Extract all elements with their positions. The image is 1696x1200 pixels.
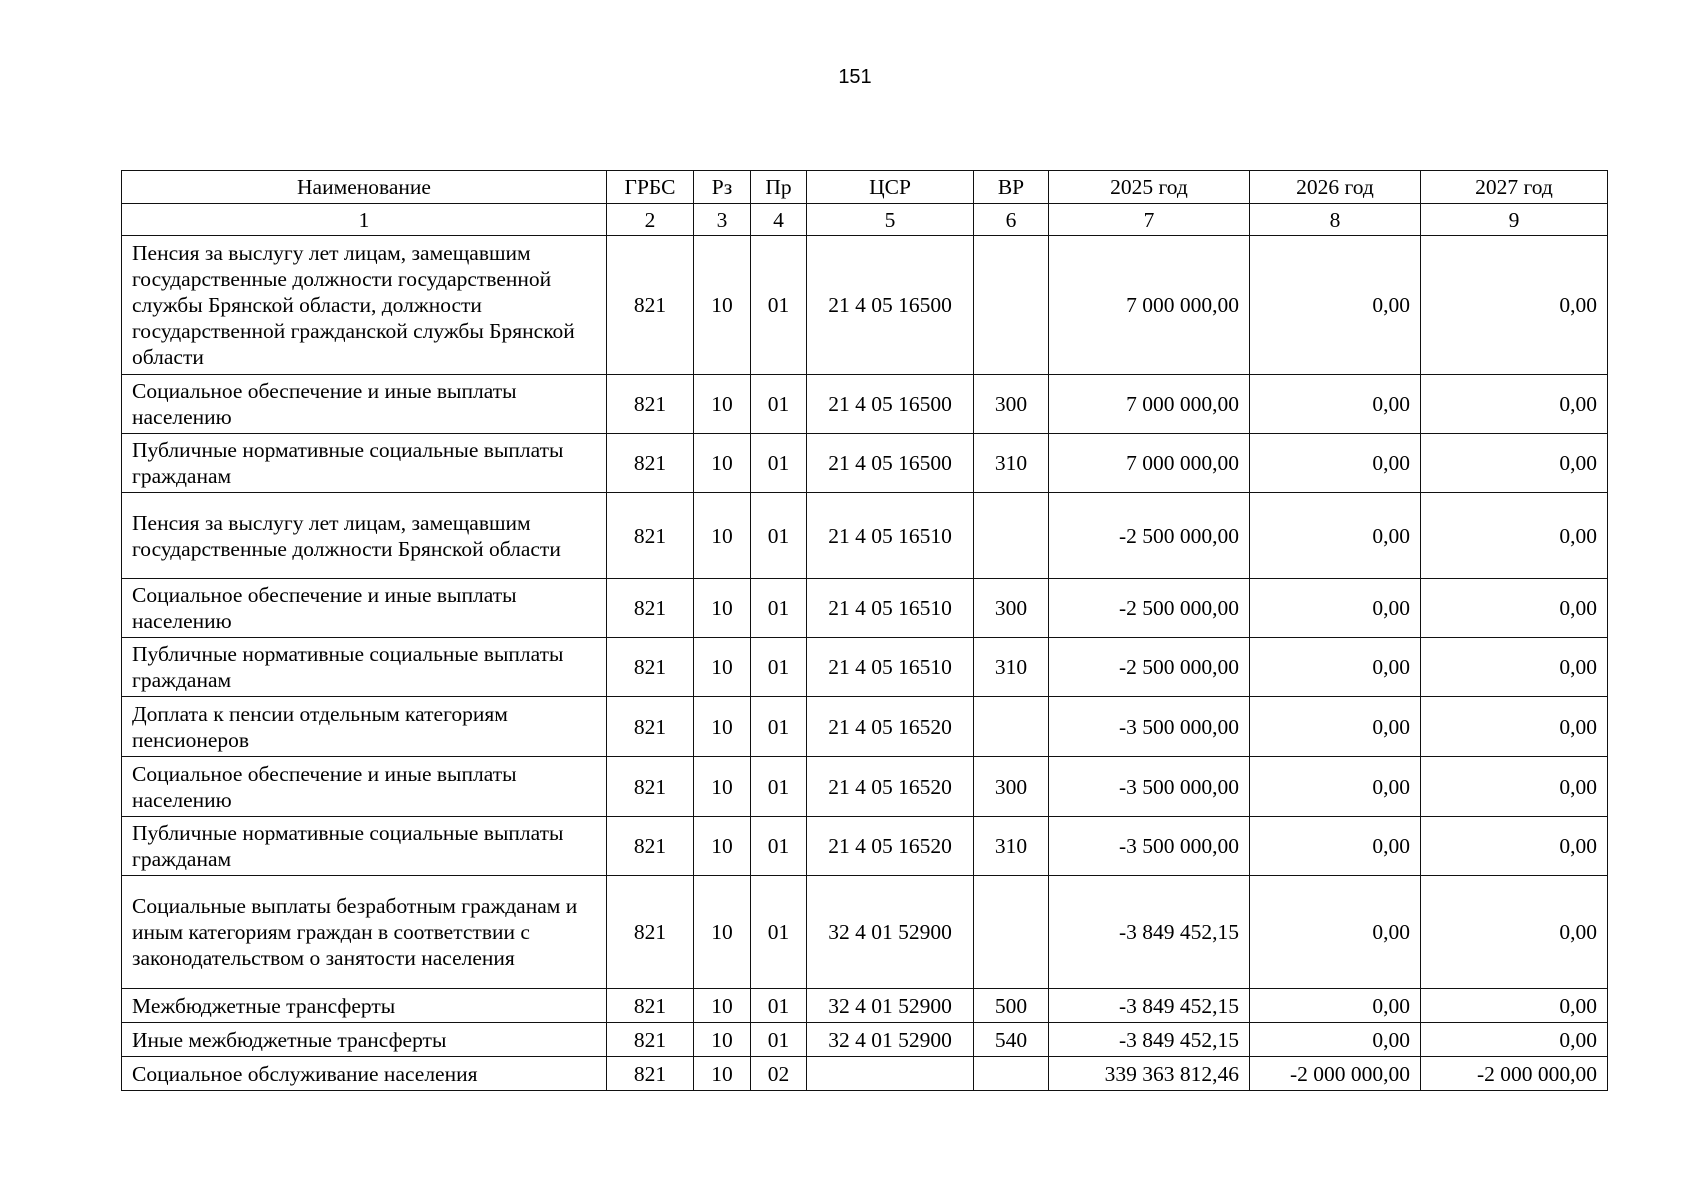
cell-grbs: 821 bbox=[607, 236, 694, 375]
cell-2027: 0,00 bbox=[1421, 697, 1608, 757]
cell-2026: 0,00 bbox=[1250, 434, 1421, 493]
cell-vr: 300 bbox=[974, 375, 1049, 434]
column-number: 6 bbox=[974, 204, 1049, 236]
column-number: 4 bbox=[751, 204, 807, 236]
cell-2025: -3 849 452,15 bbox=[1049, 1023, 1250, 1057]
cell-pr: 01 bbox=[751, 1023, 807, 1057]
cell-2026: 0,00 bbox=[1250, 493, 1421, 579]
cell-2025: 7 000 000,00 bbox=[1049, 434, 1250, 493]
table-row bbox=[122, 579, 1608, 638]
table-row bbox=[122, 434, 1608, 493]
cell-name: Социальное обеспечение и иные выплаты населению bbox=[122, 757, 607, 817]
column-number: 3 bbox=[694, 204, 751, 236]
budget-table bbox=[121, 170, 1608, 1091]
cell-name: Пенсия за выслугу лет лицам, замещавшим государственные должности Брянской области bbox=[122, 493, 607, 579]
table-row bbox=[122, 375, 1608, 434]
cell-vr: 300 bbox=[974, 579, 1049, 638]
cell-2026: 0,00 bbox=[1250, 697, 1421, 757]
cell-2027: 0,00 bbox=[1421, 434, 1608, 493]
cell-rz: 10 bbox=[694, 1023, 751, 1057]
cell-grbs: 821 bbox=[607, 579, 694, 638]
cell-2026: -2 000 000,00 bbox=[1250, 1057, 1421, 1091]
table-row bbox=[122, 236, 1608, 375]
header-2025: 2025 год bbox=[1049, 171, 1250, 204]
cell-rz: 10 bbox=[694, 638, 751, 697]
cell-rz: 10 bbox=[694, 817, 751, 876]
cell-2025: -3 849 452,15 bbox=[1049, 876, 1250, 989]
cell-2026: 0,00 bbox=[1250, 817, 1421, 876]
cell-name: Социальное обеспечение и иные выплаты населению bbox=[122, 375, 607, 434]
table-row bbox=[122, 697, 1608, 757]
cell-vr bbox=[974, 236, 1049, 375]
cell-pr: 01 bbox=[751, 989, 807, 1023]
table-row bbox=[122, 638, 1608, 697]
cell-rz: 10 bbox=[694, 876, 751, 989]
cell-grbs: 821 bbox=[607, 989, 694, 1023]
column-number: 8 bbox=[1250, 204, 1421, 236]
column-number: 7 bbox=[1049, 204, 1250, 236]
cell-grbs: 821 bbox=[607, 1023, 694, 1057]
cell-grbs: 821 bbox=[607, 638, 694, 697]
cell-name: Межбюджетные трансферты bbox=[122, 989, 607, 1023]
table-row bbox=[122, 757, 1608, 817]
column-number: 5 bbox=[807, 204, 974, 236]
cell-pr: 01 bbox=[751, 757, 807, 817]
cell-grbs: 821 bbox=[607, 876, 694, 989]
cell-vr: 310 bbox=[974, 434, 1049, 493]
column-number: 2 bbox=[607, 204, 694, 236]
cell-2025: -2 500 000,00 bbox=[1049, 638, 1250, 697]
cell-csr: 21 4 05 16520 bbox=[807, 757, 974, 817]
cell-2027: 0,00 bbox=[1421, 236, 1608, 375]
cell-csr: 21 4 05 16500 bbox=[807, 375, 974, 434]
column-number: 1 bbox=[122, 204, 607, 236]
cell-2026: 0,00 bbox=[1250, 757, 1421, 817]
cell-2027: 0,00 bbox=[1421, 757, 1608, 817]
cell-pr: 01 bbox=[751, 876, 807, 989]
cell-2025: 7 000 000,00 bbox=[1049, 375, 1250, 434]
cell-name: Доплата к пенсии отдельным категориям пенсионеров bbox=[122, 697, 607, 757]
cell-vr: 310 bbox=[974, 638, 1049, 697]
cell-grbs: 821 bbox=[607, 697, 694, 757]
table-row bbox=[122, 1057, 1608, 1091]
cell-2026: 0,00 bbox=[1250, 989, 1421, 1023]
cell-name: Иные межбюджетные трансферты bbox=[122, 1023, 607, 1057]
cell-name: Социальное обеспечение и иные выплаты населению bbox=[122, 579, 607, 638]
table-row bbox=[122, 817, 1608, 876]
table-row bbox=[122, 1023, 1608, 1057]
page-number: 151 bbox=[838, 66, 872, 88]
cell-2026: 0,00 bbox=[1250, 375, 1421, 434]
cell-name: Социальные выплаты безработным гражданам и иным категориям граждан в соответствии с законодательством о занятости населения bbox=[122, 876, 607, 989]
cell-rz: 10 bbox=[694, 434, 751, 493]
header-vr: ВР bbox=[974, 171, 1049, 204]
cell-grbs: 821 bbox=[607, 375, 694, 434]
table-body bbox=[122, 236, 1608, 1091]
cell-2027: 0,00 bbox=[1421, 579, 1608, 638]
cell-2026: 0,00 bbox=[1250, 876, 1421, 989]
header-2026: 2026 год bbox=[1250, 171, 1421, 204]
cell-rz: 10 bbox=[694, 697, 751, 757]
cell-2027: 0,00 bbox=[1421, 638, 1608, 697]
cell-vr: 540 bbox=[974, 1023, 1049, 1057]
header-grbs: ГРБС bbox=[607, 171, 694, 204]
cell-grbs: 821 bbox=[607, 817, 694, 876]
cell-2027: 0,00 bbox=[1421, 817, 1608, 876]
header-rz: Рз bbox=[694, 171, 751, 204]
table-row bbox=[122, 493, 1608, 579]
cell-grbs: 821 bbox=[607, 757, 694, 817]
cell-csr bbox=[807, 1057, 974, 1091]
cell-grbs: 821 bbox=[607, 434, 694, 493]
header-name: Наименование bbox=[122, 171, 607, 204]
cell-csr: 21 4 05 16500 bbox=[807, 236, 974, 375]
cell-pr: 01 bbox=[751, 434, 807, 493]
cell-csr: 21 4 05 16520 bbox=[807, 697, 974, 757]
cell-rz: 10 bbox=[694, 1057, 751, 1091]
cell-2025: 7 000 000,00 bbox=[1049, 236, 1250, 375]
cell-2027: 0,00 bbox=[1421, 493, 1608, 579]
cell-name: Пенсия за выслугу лет лицам, замещавшим государственные должности государственной службы Брянской области, должности государственной гражданской службы Брянской области bbox=[122, 236, 607, 375]
cell-2027: -2 000 000,00 bbox=[1421, 1057, 1608, 1091]
cell-2025: -3 849 452,15 bbox=[1049, 989, 1250, 1023]
cell-name: Публичные нормативные социальные выплаты гражданам bbox=[122, 434, 607, 493]
header-2027: 2027 год bbox=[1421, 171, 1608, 204]
cell-pr: 01 bbox=[751, 375, 807, 434]
cell-pr: 01 bbox=[751, 493, 807, 579]
cell-rz: 10 bbox=[694, 989, 751, 1023]
cell-rz: 10 bbox=[694, 375, 751, 434]
cell-vr bbox=[974, 876, 1049, 989]
cell-vr bbox=[974, 1057, 1049, 1091]
cell-2027: 0,00 bbox=[1421, 375, 1608, 434]
cell-pr: 01 bbox=[751, 236, 807, 375]
cell-2026: 0,00 bbox=[1250, 579, 1421, 638]
cell-csr: 32 4 01 52900 bbox=[807, 989, 974, 1023]
cell-csr: 21 4 05 16500 bbox=[807, 434, 974, 493]
cell-2027: 0,00 bbox=[1421, 989, 1608, 1023]
cell-2026: 0,00 bbox=[1250, 1023, 1421, 1057]
cell-csr: 21 4 05 16520 bbox=[807, 817, 974, 876]
cell-rz: 10 bbox=[694, 493, 751, 579]
cell-vr bbox=[974, 697, 1049, 757]
cell-pr: 01 bbox=[751, 697, 807, 757]
cell-2025: 339 363 812,46 bbox=[1049, 1057, 1250, 1091]
table-row bbox=[122, 876, 1608, 989]
cell-2027: 0,00 bbox=[1421, 1023, 1608, 1057]
cell-csr: 21 4 05 16510 bbox=[807, 638, 974, 697]
cell-2027: 0,00 bbox=[1421, 876, 1608, 989]
cell-2025: -2 500 000,00 bbox=[1049, 579, 1250, 638]
column-number-row bbox=[122, 204, 1608, 236]
cell-vr: 500 bbox=[974, 989, 1049, 1023]
table-row bbox=[122, 989, 1608, 1023]
cell-2026: 0,00 bbox=[1250, 236, 1421, 375]
cell-csr: 21 4 05 16510 bbox=[807, 579, 974, 638]
cell-csr: 32 4 01 52900 bbox=[807, 1023, 974, 1057]
cell-2025: -3 500 000,00 bbox=[1049, 757, 1250, 817]
cell-vr bbox=[974, 493, 1049, 579]
cell-rz: 10 bbox=[694, 236, 751, 375]
cell-pr: 01 bbox=[751, 579, 807, 638]
header-row bbox=[122, 171, 1608, 204]
cell-2025: -3 500 000,00 bbox=[1049, 697, 1250, 757]
cell-2026: 0,00 bbox=[1250, 638, 1421, 697]
cell-vr: 300 bbox=[974, 757, 1049, 817]
cell-name: Публичные нормативные социальные выплаты гражданам bbox=[122, 817, 607, 876]
cell-2025: -2 500 000,00 bbox=[1049, 493, 1250, 579]
header-csr: ЦСР bbox=[807, 171, 974, 204]
cell-csr: 21 4 05 16510 bbox=[807, 493, 974, 579]
header-pr: Пр bbox=[751, 171, 807, 204]
cell-grbs: 821 bbox=[607, 493, 694, 579]
cell-name: Публичные нормативные социальные выплаты гражданам bbox=[122, 638, 607, 697]
cell-vr: 310 bbox=[974, 817, 1049, 876]
column-number: 9 bbox=[1421, 204, 1608, 236]
cell-grbs: 821 bbox=[607, 1057, 694, 1091]
cell-rz: 10 bbox=[694, 757, 751, 817]
cell-pr: 02 bbox=[751, 1057, 807, 1091]
cell-rz: 10 bbox=[694, 579, 751, 638]
cell-name: Социальное обслуживание населения bbox=[122, 1057, 607, 1091]
cell-2025: -3 500 000,00 bbox=[1049, 817, 1250, 876]
cell-pr: 01 bbox=[751, 817, 807, 876]
cell-pr: 01 bbox=[751, 638, 807, 697]
cell-csr: 32 4 01 52900 bbox=[807, 876, 974, 989]
